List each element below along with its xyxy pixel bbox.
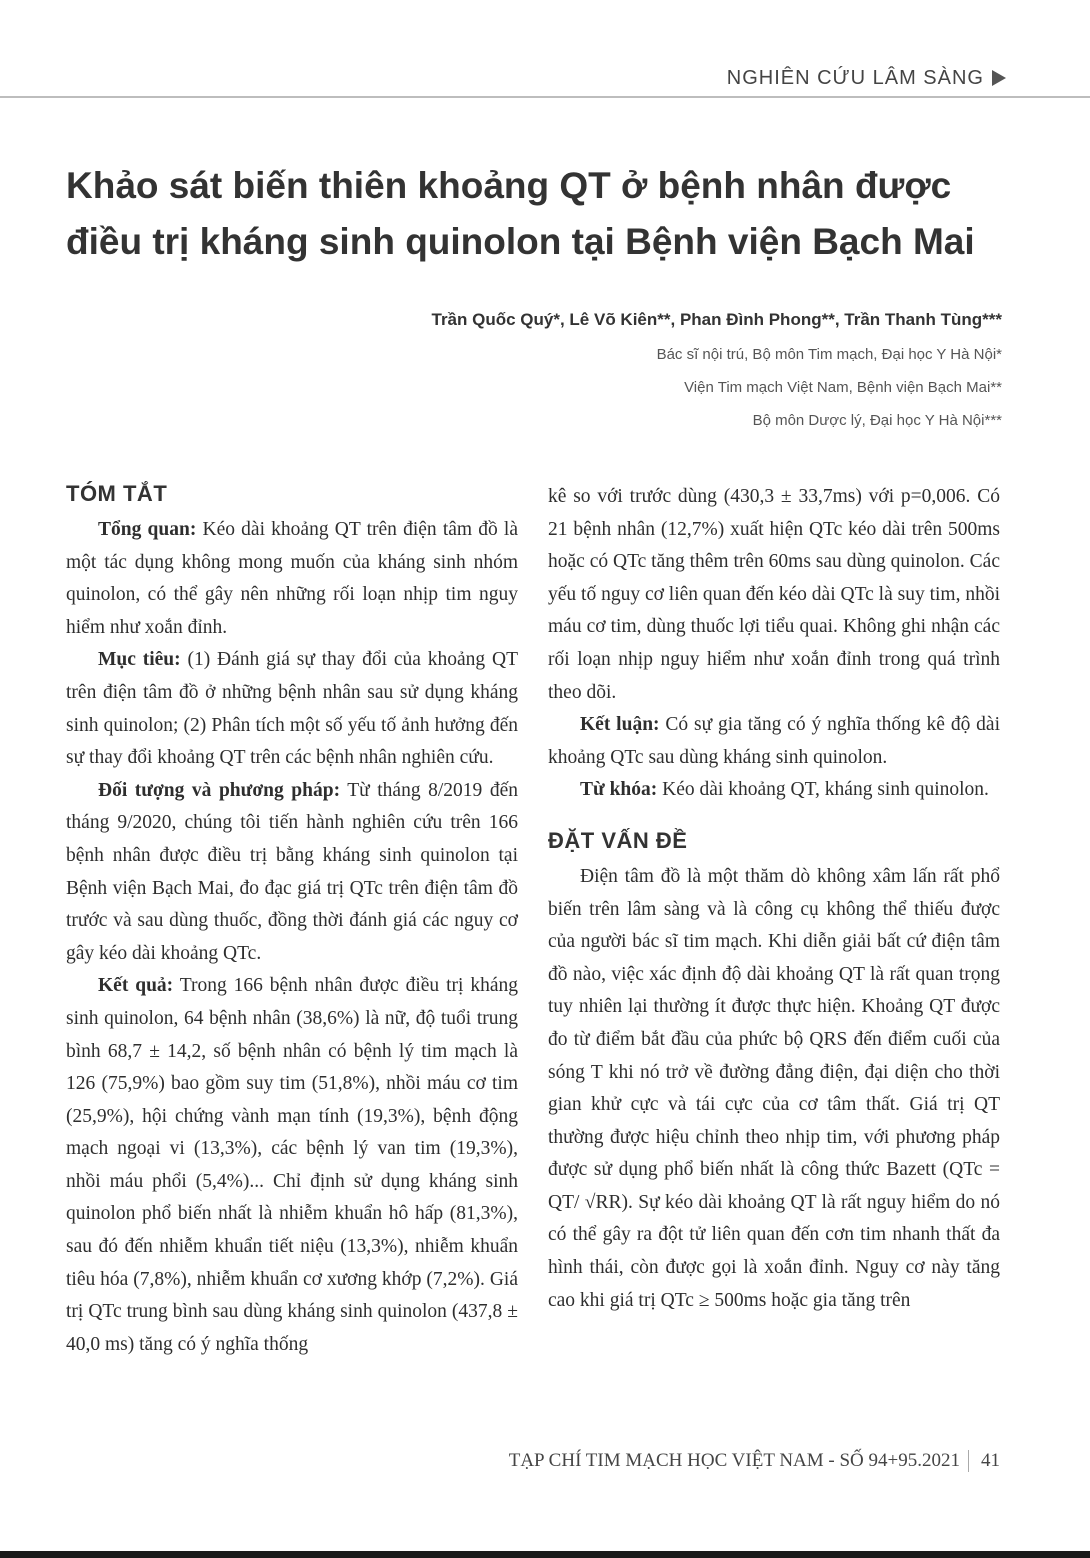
methods-label: Đối tượng và phương pháp: xyxy=(98,779,341,801)
author-list: Trần Quốc Quý*, Lê Võ Kiên**, Phan Đình Phong**, Trần Thanh Tùng*** xyxy=(431,310,1002,329)
affiliation-3: Bộ môn Dược lý, Đại học Y Hà Nội*** xyxy=(752,412,1002,429)
abstract-results xyxy=(66,970,518,1361)
section-label: NGHIÊN CỨU LÂM SÀNG xyxy=(726,66,984,89)
header-divider xyxy=(0,96,1090,98)
intro-paragraph: Điện tâm đồ là một thăm dò không xâm lấn rất phổ biến trên lâm sàng và là công cụ không thể thiếu được của người bác sĩ tim mạch. Khi diễn giải bất cứ điện tâm đồ nào, việc xác định độ dài khoảng QT là rất quan trọng tuy nhiên lại thường ít được thực hiện. Khoảng QT được đo từ điểm bắt đầu của phức bộ QRS đến điểm cuối của sóng T khi nó trở về đường đẳng điện, đại diện cho thời gian khử cực và tái cực của cơ tâm thất. Giá trị QT thường được hiệu chỉnh theo nhịp tim, với phương pháp được sử dụng phổ biến nhất là công thức Bazett (QTc = QT/ √RR). Sự kéo dài khoảng QT là rất nguy hiểm do nó có thể gây ra đột tử liên quan đến cơn tim nhanh thất đa hình thái, còn được gọi là xoắn đỉnh. Nguy cơ này tăng cao khi giá trị QTc ≥ 500ms hoặc gia tăng trên xyxy=(548,865,1000,1311)
abstract-conclusion xyxy=(548,709,1000,774)
running-header xyxy=(0,58,1090,98)
journal-name: TẠP CHÍ TIM MẠCH HỌC VIỆT NAM - SỐ 94+95.2021 xyxy=(508,1450,960,1471)
article-title: Khảo sát biến thiên khoảng QT ở bệnh nhân được điều trị kháng sinh quinolon tại Bệnh viện Bạch Mai xyxy=(66,165,975,262)
conclusion-label: Kết luận: xyxy=(580,714,660,736)
methods-text: Từ tháng 8/2019 đến tháng 9/2020, chúng tôi tiến hành nghiên cứu trên 166 bệnh nhân được điều trị bằng kháng sinh quinolon tại Bệnh viện Bạch Mai, đo đạc giá trị QTc trên điện tâm đồ trước và sau dùng thuốc, đồng thời đánh giá các nguy cơ gây kéo dài khoảng QTc. xyxy=(66,779,518,964)
objective-text: (1) Đánh giá sự thay đổi của khoảng QT trên điện tâm đồ ở những bệnh nhân sau sử dụng kháng sinh quinolon; (2) Phân tích một số yếu tố ảnh hưởng đến sự thay đổi khoảng QT trên các bệnh nhân nghiên cứu. xyxy=(66,649,518,769)
abstract-objective xyxy=(66,644,518,774)
affiliation-1: Bác sĩ nội trú, Bộ môn Tim mạch, Đại học Y Hà Nội* xyxy=(656,346,1002,363)
triangle-arrow-icon xyxy=(992,70,1006,86)
abstract-methods xyxy=(66,775,518,971)
objective-label: Mục tiêu: xyxy=(98,649,181,671)
conclusion-text: Có sự gia tăng có ý nghĩa thống kê độ dài khoảng QTc sau dùng kháng sinh quinolon. xyxy=(548,714,1001,768)
page-footer xyxy=(440,1450,1000,1472)
footer-divider xyxy=(968,1450,969,1472)
abstract-overview xyxy=(66,514,518,644)
results-label: Kết quả: xyxy=(98,975,174,997)
keywords-label: Từ khóa: xyxy=(580,779,658,801)
abstract-heading: TÓM TẮT xyxy=(66,481,168,506)
results-text: Trong 166 bệnh nhân được điều trị kháng sinh quinolon, 64 bệnh nhân (38,6%) là nữ, độ tuổi trung bình 68,7 ± 14,2, số bệnh nhân có bệnh lý tim mạch là 126 (75,9%) bao gồm suy tim (51,8%), nhồi máu cơ tim (25,9%), hội chứng vành mạn tính (19,3%), bệnh động mạch ngoại vi (13,3%), các bệnh lý van tim (19,3%), nhồi máu phổi (5,4%)... Chỉ định sử dụng kháng sinh quinolon phổ biến nhất là nhiễm khuẩn hô hấp (81,3%), sau đó đến nhiễm khuẩn tiết niệu (13,3%), nhiễm khuẩn tiêu hóa (7,8%), nhiễm khuẩn cơ xương khớp (7,2%). Giá trị QTc trung bình sau dùng kháng sinh quinolon (437,8 ± 40,0 ms) tăng có ý nghĩa thống xyxy=(66,975,518,1355)
overview-label: Tổng quan: xyxy=(98,519,197,540)
abstract-keywords xyxy=(548,774,1000,807)
affiliation-2: Viện Tim mạch Việt Nam, Bệnh viện Bạch Mai** xyxy=(684,379,1002,396)
bottom-border xyxy=(0,1551,1090,1558)
overview-text: Kéo dài khoảng QT trên điện tâm đồ là một tác dụng không mong muốn của kháng sinh nhóm quinolon, có thể gây nên những rối loạn nhịp tim nguy hiểm như xoắn đỉnh. xyxy=(66,519,518,638)
abstract-results-continued: kê so với trước dùng (430,3 ± 33,7ms) với p=0,006. Có 21 bệnh nhân (12,7%) xuất hiện QTc kéo dài trên 500ms hoặc có QTc tăng thêm trên 60ms sau dùng quinolon. Các yếu tố nguy cơ liên quan đến kéo dài QTc là suy tim, nhồi máu cơ tim, dùng thuốc lợi tiểu quai. Không ghi nhận các rối loạn nhịp nguy hiểm như xoắn đỉnh trong quá trình theo dõi. xyxy=(548,486,1000,703)
right-column xyxy=(548,481,1000,1317)
left-column xyxy=(66,478,518,1361)
page-number: 41 xyxy=(981,1450,1000,1471)
keywords-text: Kéo dài khoảng QT, kháng sinh quinolon. xyxy=(657,779,989,801)
intro-heading: ĐẶT VẤN ĐỀ xyxy=(548,827,688,853)
